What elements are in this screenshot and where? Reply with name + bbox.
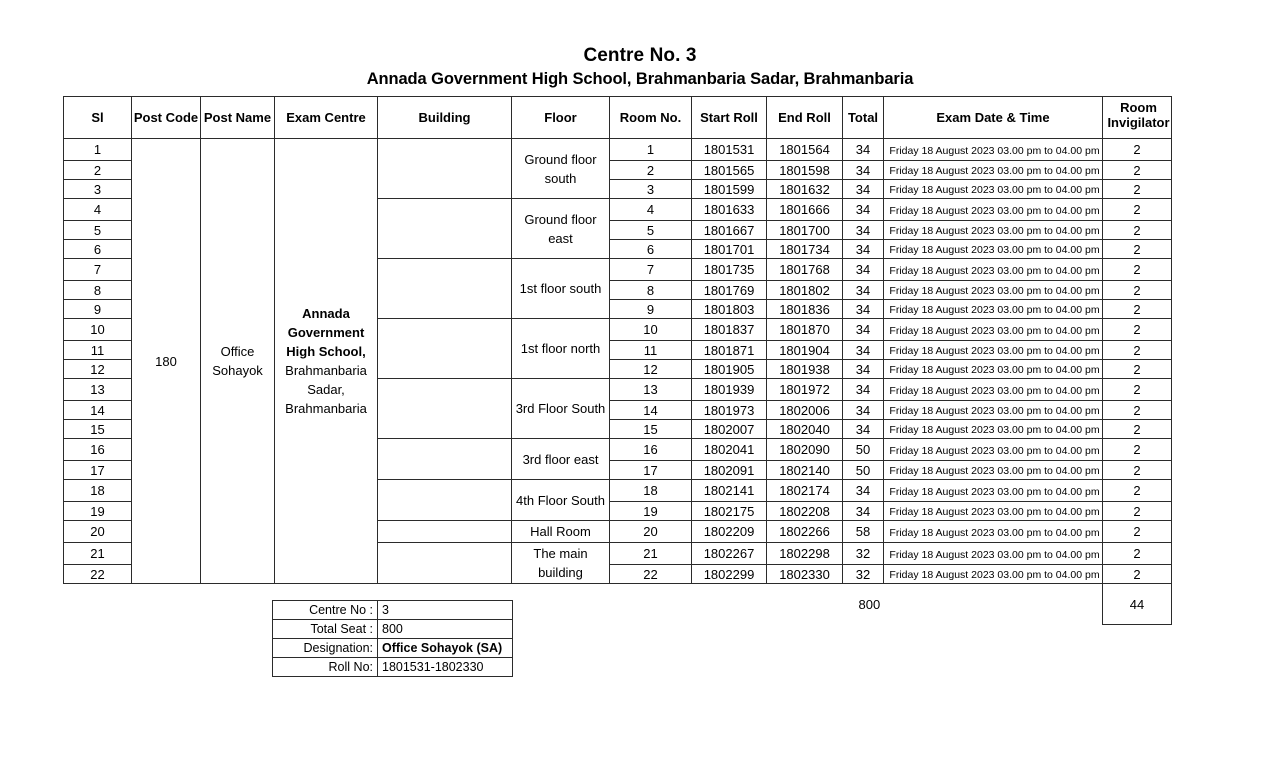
- cell-building: [378, 543, 512, 584]
- cell-sl: 1: [64, 139, 132, 161]
- cell-room-invigilator: 2: [1103, 319, 1172, 341]
- cell-building: [378, 139, 512, 199]
- cell-room-invigilator: 2: [1103, 401, 1172, 420]
- summary-row: [273, 620, 513, 639]
- col-header-room-invigilator: Room Invigilator: [1103, 97, 1172, 139]
- cell-start-roll: 1801837: [692, 319, 767, 341]
- summary-row: [273, 639, 513, 658]
- cell-exam-date-time: Friday 18 August 2023 03.00 pm to 04.00 pm: [884, 379, 1103, 401]
- cell-room-invigilator: 2: [1103, 180, 1172, 199]
- cell-exam-date-time: Friday 18 August 2023 03.00 pm to 04.00 pm: [884, 401, 1103, 420]
- cell-start-roll: 1801871: [692, 341, 767, 360]
- cell-exam-date-time: Friday 18 August 2023 03.00 pm to 04.00 pm: [884, 360, 1103, 379]
- cell-exam-date-time: Friday 18 August 2023 03.00 pm to 04.00 pm: [884, 521, 1103, 543]
- cell-start-roll: 1801633: [692, 199, 767, 221]
- cell-exam-date-time: Friday 18 August 2023 03.00 pm to 04.00 pm: [884, 502, 1103, 521]
- cell-room-no: 19: [610, 502, 692, 521]
- cell-room-invigilator: 2: [1103, 221, 1172, 240]
- cell-room-invigilator: 2: [1103, 543, 1172, 565]
- col-header-sl: Sl: [64, 97, 132, 139]
- cell-room-no: 17: [610, 461, 692, 480]
- cell-exam-date-time: Friday 18 August 2023 03.00 pm to 04.00 pm: [884, 461, 1103, 480]
- cell-total: 32: [843, 565, 884, 584]
- cell-exam-date-time: Friday 18 August 2023 03.00 pm to 04.00 pm: [884, 240, 1103, 259]
- cell-total: 34: [843, 480, 884, 502]
- cell-end-roll: 1802040: [767, 420, 843, 439]
- cell-floor: Hall Room: [512, 521, 610, 543]
- cell-room-no: 7: [610, 259, 692, 281]
- cell-room-no: 21: [610, 543, 692, 565]
- cell-room-no: 4: [610, 199, 692, 221]
- cell-end-roll: 1801632: [767, 180, 843, 199]
- cell-end-roll: 1802208: [767, 502, 843, 521]
- cell-room-invigilator: 2: [1103, 240, 1172, 259]
- cell-start-roll: 1802175: [692, 502, 767, 521]
- col-header-exam-date-time: Exam Date & Time: [884, 97, 1103, 139]
- cell-start-roll: 1802209: [692, 521, 767, 543]
- cell-end-roll: 1802140: [767, 461, 843, 480]
- cell-start-roll: 1802091: [692, 461, 767, 480]
- cell-start-roll: 1801531: [692, 139, 767, 161]
- cell-exam-date-time: Friday 18 August 2023 03.00 pm to 04.00 pm: [884, 439, 1103, 461]
- cell-room-no: 3: [610, 180, 692, 199]
- cell-exam-date-time: Friday 18 August 2023 03.00 pm to 04.00 pm: [884, 300, 1103, 319]
- summary-row: [273, 658, 513, 677]
- col-header-post-code: Post Code: [132, 97, 201, 139]
- cell-sl: 11: [64, 341, 132, 360]
- cell-sl: 6: [64, 240, 132, 259]
- table-header-row: [64, 97, 1172, 139]
- cell-total: 50: [843, 439, 884, 461]
- page-subtitle: Annada Government High School, Brahmanbaria Sadar, Brahmanbaria: [366, 70, 914, 88]
- cell-room-no: 20: [610, 521, 692, 543]
- cell-room-no: 16: [610, 439, 692, 461]
- cell-exam-date-time: Friday 18 August 2023 03.00 pm to 04.00 pm: [884, 161, 1103, 180]
- cell-floor: 3rd Floor South: [512, 379, 610, 439]
- col-header-room-no: Room No.: [610, 97, 692, 139]
- cell-total: 34: [843, 502, 884, 521]
- cell-building: [378, 521, 512, 543]
- cell-start-roll: 1801667: [692, 221, 767, 240]
- cell-total: 34: [843, 379, 884, 401]
- cell-total: 34: [843, 281, 884, 300]
- cell-room-invigilator: 2: [1103, 439, 1172, 461]
- cell-end-roll: 1801870: [767, 319, 843, 341]
- cell-end-roll: 1801666: [767, 199, 843, 221]
- cell-end-roll: 1802330: [767, 565, 843, 584]
- table-row: [64, 139, 1172, 161]
- cell-total: 34: [843, 139, 884, 161]
- cell-end-roll: 1801564: [767, 139, 843, 161]
- cell-exam-date-time: Friday 18 August 2023 03.00 pm to 04.00 pm: [884, 221, 1103, 240]
- cell-sl: 13: [64, 379, 132, 401]
- seat-plan-table-container: [63, 96, 1172, 625]
- cell-building: [378, 319, 512, 379]
- summary-label: Total Seat :: [273, 620, 378, 639]
- cell-room-invigilator: 2: [1103, 259, 1172, 281]
- cell-end-roll: 1802298: [767, 543, 843, 565]
- cell-exam-date-time: Friday 18 August 2023 03.00 pm to 04.00 pm: [884, 480, 1103, 502]
- document-title-block: [0, 44, 1280, 90]
- cell-floor: 3rd floor east: [512, 439, 610, 480]
- col-header-post-name: Post Name: [201, 97, 275, 139]
- cell-post-code: 180: [132, 139, 201, 584]
- page-title: Centre No. 3: [583, 45, 697, 66]
- cell-room-no: 5: [610, 221, 692, 240]
- cell-floor: 1st floor north: [512, 319, 610, 379]
- cell-total: 34: [843, 300, 884, 319]
- cell-end-roll: 1801904: [767, 341, 843, 360]
- cell-sl: 18: [64, 480, 132, 502]
- cell-start-roll: 1802007: [692, 420, 767, 439]
- cell-room-no: 9: [610, 300, 692, 319]
- cell-total: 58: [843, 521, 884, 543]
- cell-start-roll: 1802041: [692, 439, 767, 461]
- col-header-exam-centre: Exam Centre: [275, 97, 378, 139]
- summary-value: 1801531-1802330: [378, 658, 513, 677]
- cell-room-invigilator: 2: [1103, 521, 1172, 543]
- cell-post-name: Office Sohayok: [201, 139, 275, 584]
- cell-start-roll: 1802267: [692, 543, 767, 565]
- cell-room-invigilator: 2: [1103, 480, 1172, 502]
- cell-room-no: 11: [610, 341, 692, 360]
- cell-room-no: 6: [610, 240, 692, 259]
- cell-end-roll: 1801768: [767, 259, 843, 281]
- cell-room-no: 12: [610, 360, 692, 379]
- cell-room-invigilator: 2: [1103, 565, 1172, 584]
- summary-row: [273, 601, 513, 620]
- cell-total: 34: [843, 180, 884, 199]
- cell-room-invigilator: 2: [1103, 341, 1172, 360]
- summary-table-body: [273, 601, 513, 677]
- cell-total: 34: [843, 240, 884, 259]
- cell-start-roll: 1801735: [692, 259, 767, 281]
- cell-start-roll: 1801905: [692, 360, 767, 379]
- cell-room-no: 2: [610, 161, 692, 180]
- cell-start-roll: 1801769: [692, 281, 767, 300]
- cell-exam-date-time: Friday 18 August 2023 03.00 pm to 04.00 pm: [884, 281, 1103, 300]
- cell-end-roll: 1802006: [767, 401, 843, 420]
- cell-floor: 4th Floor South: [512, 480, 610, 521]
- cell-start-roll: 1801565: [692, 161, 767, 180]
- cell-room-no: 14: [610, 401, 692, 420]
- cell-room-no: 1: [610, 139, 692, 161]
- cell-sl: 16: [64, 439, 132, 461]
- summary-label: Roll No:: [273, 658, 378, 677]
- col-header-end-roll: End Roll: [767, 97, 843, 139]
- cell-room-no: 8: [610, 281, 692, 300]
- cell-room-invigilator: 2: [1103, 139, 1172, 161]
- cell-sl: 20: [64, 521, 132, 543]
- cell-total: 34: [843, 420, 884, 439]
- cell-sl: 4: [64, 199, 132, 221]
- cell-sl: 14: [64, 401, 132, 420]
- cell-sl: 3: [64, 180, 132, 199]
- cell-room-no: 22: [610, 565, 692, 584]
- cell-start-roll: 1801599: [692, 180, 767, 199]
- cell-total: 34: [843, 341, 884, 360]
- summary-label: Centre No :: [273, 601, 378, 620]
- cell-room-invigilator: 2: [1103, 199, 1172, 221]
- cell-start-roll: 1801939: [692, 379, 767, 401]
- cell-building: [378, 480, 512, 521]
- cell-end-roll: 1801938: [767, 360, 843, 379]
- cell-room-invigilator: 2: [1103, 379, 1172, 401]
- cell-total: 34: [843, 199, 884, 221]
- cell-floor: 1st floor south: [512, 259, 610, 319]
- cell-exam-date-time: Friday 18 August 2023 03.00 pm to 04.00 pm: [884, 565, 1103, 584]
- cell-end-roll: 1801802: [767, 281, 843, 300]
- cell-total: 32: [843, 543, 884, 565]
- cell-floor: Ground floor south: [512, 139, 610, 199]
- cell-end-roll: 1801598: [767, 161, 843, 180]
- cell-end-roll: 1802090: [767, 439, 843, 461]
- cell-total: 34: [843, 319, 884, 341]
- cell-sl: 17: [64, 461, 132, 480]
- cell-building: [378, 259, 512, 319]
- cell-room-invigilator: 2: [1103, 420, 1172, 439]
- cell-room-invigilator: 2: [1103, 502, 1172, 521]
- col-header-start-roll: Start Roll: [692, 97, 767, 139]
- cell-end-roll: 1802266: [767, 521, 843, 543]
- cell-exam-date-time: Friday 18 August 2023 03.00 pm to 04.00 pm: [884, 420, 1103, 439]
- cell-room-no: 15: [610, 420, 692, 439]
- cell-exam-centre: Annada Government High School, Brahmanbaria Sadar, Brahmanbaria: [275, 139, 378, 584]
- cell-end-roll: 1801700: [767, 221, 843, 240]
- table-body: [64, 139, 1172, 625]
- cell-start-roll: 1802299: [692, 565, 767, 584]
- cell-exam-date-time: Friday 18 August 2023 03.00 pm to 04.00 pm: [884, 199, 1103, 221]
- cell-sl: 2: [64, 161, 132, 180]
- cell-room-invigilator: 2: [1103, 461, 1172, 480]
- table-header: [64, 97, 1172, 139]
- cell-exam-date-time: Friday 18 August 2023 03.00 pm to 04.00 pm: [884, 319, 1103, 341]
- cell-total: 34: [843, 161, 884, 180]
- cell-exam-date-time: Friday 18 August 2023 03.00 pm to 04.00 pm: [884, 180, 1103, 199]
- summary-table: [272, 600, 513, 677]
- cell-building: [378, 199, 512, 259]
- cell-room-invigilator: 2: [1103, 281, 1172, 300]
- cell-start-roll: 1801973: [692, 401, 767, 420]
- cell-building: [378, 379, 512, 439]
- cell-sl: 21: [64, 543, 132, 565]
- total-invigilators-value: 44: [1103, 584, 1172, 625]
- cell-room-no: 10: [610, 319, 692, 341]
- cell-end-roll: 1801972: [767, 379, 843, 401]
- cell-sl: 8: [64, 281, 132, 300]
- cell-exam-date-time: Friday 18 August 2023 03.00 pm to 04.00 pm: [884, 341, 1103, 360]
- cell-floor: The main building: [512, 543, 610, 584]
- seat-plan-table: [63, 96, 1172, 625]
- cell-sl: 7: [64, 259, 132, 281]
- cell-end-roll: 1801734: [767, 240, 843, 259]
- cell-room-invigilator: 2: [1103, 300, 1172, 319]
- cell-exam-date-time: Friday 18 August 2023 03.00 pm to 04.00 pm: [884, 543, 1103, 565]
- cell-exam-date-time: Friday 18 August 2023 03.00 pm to 04.00 pm: [884, 139, 1103, 161]
- cell-sl: 22: [64, 565, 132, 584]
- col-header-building: Building: [378, 97, 512, 139]
- cell-total: 34: [843, 259, 884, 281]
- summary-table-container: [272, 600, 513, 677]
- cell-sl: 19: [64, 502, 132, 521]
- col-header-total: Total: [843, 97, 884, 139]
- cell-start-roll: 1802141: [692, 480, 767, 502]
- total-seats-value: 800: [843, 584, 1103, 625]
- cell-sl: 10: [64, 319, 132, 341]
- cell-start-roll: 1801803: [692, 300, 767, 319]
- cell-room-no: 13: [610, 379, 692, 401]
- cell-end-roll: 1801836: [767, 300, 843, 319]
- table-total-row: [64, 584, 1172, 625]
- col-header-floor: Floor: [512, 97, 610, 139]
- summary-value: Office Sohayok (SA): [378, 639, 513, 658]
- cell-sl: 9: [64, 300, 132, 319]
- cell-floor: Ground floor east: [512, 199, 610, 259]
- cell-room-invigilator: 2: [1103, 161, 1172, 180]
- cell-end-roll: 1802174: [767, 480, 843, 502]
- cell-total: 50: [843, 461, 884, 480]
- cell-building: [378, 439, 512, 480]
- cell-start-roll: 1801701: [692, 240, 767, 259]
- cell-exam-date-time: Friday 18 August 2023 03.00 pm to 04.00 pm: [884, 259, 1103, 281]
- summary-label: Designation:: [273, 639, 378, 658]
- summary-value: 800: [378, 620, 513, 639]
- cell-sl: 15: [64, 420, 132, 439]
- cell-total: 34: [843, 221, 884, 240]
- cell-total: 34: [843, 401, 884, 420]
- cell-sl: 12: [64, 360, 132, 379]
- cell-total: 34: [843, 360, 884, 379]
- cell-sl: 5: [64, 221, 132, 240]
- cell-room-invigilator: 2: [1103, 360, 1172, 379]
- summary-value: 3: [378, 601, 513, 620]
- cell-room-no: 18: [610, 480, 692, 502]
